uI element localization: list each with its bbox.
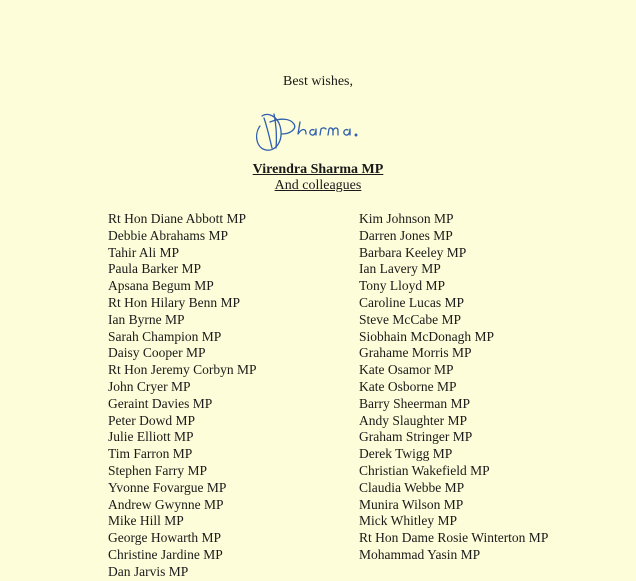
signatory-name: Claudia Webbe MP [359, 479, 465, 495]
signatory-name: Andy Slaughter MP [359, 412, 467, 428]
signatory-list-right [359, 211, 548, 564]
signatory-name: Barry Sheerman MP [359, 395, 470, 411]
closing-greeting: Best wishes, [283, 74, 353, 89]
signatory-name: Rt Hon Jeremy Corbyn MP [108, 362, 257, 378]
signatory-name: Sarah Champion MP [108, 328, 222, 344]
signatory-name: Rt Hon Hilary Benn MP [108, 294, 241, 310]
signatory-name: Mick Whitley MP [359, 513, 458, 529]
signatory-name: John Cryer MP [108, 378, 191, 394]
signatory-name: Peter Dowd MP [108, 412, 195, 428]
signatory-name: Geraint Davies MP [108, 395, 213, 411]
signatory-name: Paula Barker MP [108, 261, 201, 277]
signatory-name: Christian Wakefield MP [359, 462, 490, 478]
signatory-name: Julie Elliott MP [108, 429, 194, 445]
signatory-name: Debbie Abrahams MP [108, 227, 228, 243]
signatory-name: Darren Jones MP [359, 227, 453, 243]
signatory-name: Christine Jardine MP [108, 546, 223, 562]
signatory-name: Kate Osborne MP [359, 378, 457, 394]
signatory-list-left [108, 211, 257, 581]
signatory-name: George Howarth MP [108, 530, 221, 546]
signatory-name: Daisy Cooper MP [108, 345, 206, 361]
signer-block [0, 162, 636, 194]
signatory-name: Barbara Keeley MP [359, 244, 467, 260]
signatory-name: Graham Stringer MP [359, 429, 473, 445]
signatory-name: Kim Johnson MP [359, 211, 454, 226]
signatory-name: Steve McCabe MP [359, 311, 461, 327]
signatory-name: Rt Hon Dame Rosie Winterton MP [359, 530, 549, 546]
signatory-name: Tahir Ali MP [108, 244, 180, 260]
signatory-name: Apsana Begum MP [108, 278, 214, 294]
signatory-name: Tony Lloyd MP [359, 278, 446, 294]
handwritten-signature [250, 104, 390, 156]
signatory-name: Yvonne Fovargue MP [108, 479, 227, 495]
signatory-name: Ian Lavery MP [359, 261, 441, 277]
signatory-name: Grahame Morris MP [359, 345, 472, 361]
signatory-name: Kate Osamor MP [359, 362, 454, 378]
signatory-name: Mike Hill MP [108, 513, 184, 529]
signer-name: Virendra Sharma MP [252, 162, 384, 177]
signatory-name: Rt Hon Diane Abbott MP [108, 211, 247, 226]
signer-subtitle: And colleagues [274, 178, 362, 193]
signatory-name: Ian Byrne MP [108, 311, 185, 327]
signatory-name: Mohammad Yasin MP [359, 546, 481, 562]
signatory-name: Stephen Farry MP [108, 462, 207, 478]
signatory-name: Caroline Lucas MP [359, 294, 464, 310]
signatory-name: Andrew Gwynne MP [108, 496, 224, 512]
signatory-name: Munira Wilson MP [359, 496, 464, 512]
signatory-name: Dan Jarvis MP [108, 563, 189, 579]
signatory-name: Tim Farron MP [108, 446, 193, 462]
signatory-name: Siobhain McDonagh MP [359, 328, 494, 344]
signatory-name: Derek Twigg MP [359, 446, 453, 462]
